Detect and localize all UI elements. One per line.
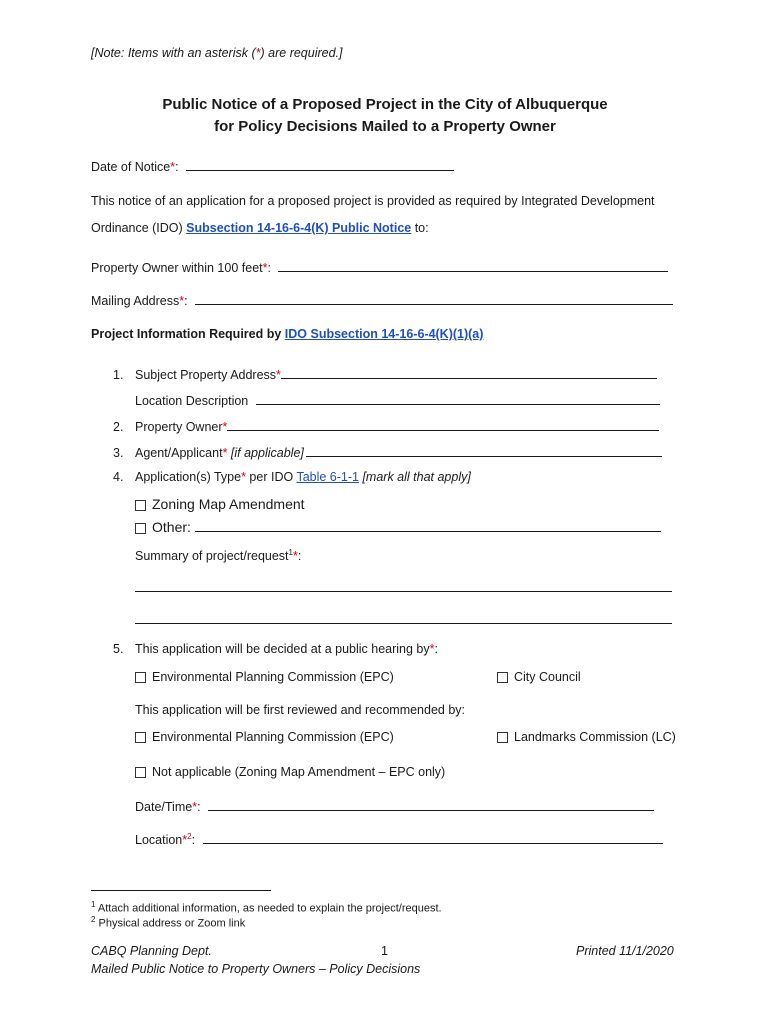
location-description-field[interactable]: Location Description [135, 392, 660, 408]
mailing-address-field[interactable]: Mailing Address*: [91, 292, 673, 308]
subject-property-address-blank[interactable] [281, 366, 657, 379]
required-note: [Note: Items with an asterisk (*) are required.] [91, 46, 343, 60]
decided-by-label: 5. This application will be decided at a public hearing by*: [113, 642, 438, 656]
date-of-notice-field[interactable]: Date of Notice*: [91, 158, 454, 174]
property-owner-100ft-blank[interactable] [278, 259, 668, 272]
zoning-map-amendment-option[interactable]: Zoning Map Amendment [135, 496, 305, 512]
property-owner-field[interactable]: 2. Property Owner* [113, 418, 659, 434]
document-title-line1: Public Notice of a Proposed Project in the City of Albuquerque [162, 96, 608, 113]
document-title-line2: for Policy Decisions Mailed to a Property Owner [214, 118, 556, 135]
subject-property-address-field[interactable]: 1. Subject Property Address* [113, 366, 657, 382]
summary-label: Summary of project/request$^1$*: [135, 548, 302, 564]
application-type-label: 4. Application(s) Type* per IDO Table 6-1-1 [mark all that apply] [113, 470, 471, 484]
footer-form-title: Mailed Public Notice to Property Owners – Policy Decisions [91, 962, 421, 976]
footer-printed-date: Printed 11/1/2020 [576, 944, 674, 958]
property-owner-100ft-field[interactable]: Property Owner within 100 feet*: [91, 259, 668, 275]
table-6-1-1-link[interactable]: Table 6-1-1 [296, 470, 359, 484]
landmarks-commission-option[interactable]: Landmarks Commission (LC) [497, 730, 676, 744]
intro-text-line1: This notice of an application for a proposed project is provided as required by Integrated Development [91, 194, 655, 208]
footnote-2: $^2$ Physical address or Zoom link [91, 915, 246, 930]
location-field[interactable]: Location*$^2$: [135, 831, 663, 847]
date-time-field[interactable]: Date/Time*: [135, 798, 654, 814]
mailing-address-blank[interactable] [195, 292, 673, 305]
other-option[interactable]: Other: [135, 519, 661, 535]
zoning-map-amendment-checkbox[interactable] [135, 500, 146, 511]
epc-review-option[interactable]: Environmental Planning Commission (EPC) [135, 730, 394, 744]
reviewed-by-label: This application will be first reviewed and recommended by: [135, 703, 466, 717]
ido-public-notice-link[interactable]: Subsection 14-16-6-4(K) Public Notice [186, 221, 412, 235]
epc-decision-checkbox[interactable] [135, 672, 146, 683]
date-of-notice-blank[interactable] [186, 158, 454, 171]
footer-dept: CABQ Planning Dept. [91, 944, 212, 958]
location-description-blank[interactable] [256, 392, 660, 405]
intro-text-line2: Ordinance (IDO) Subsection 14-16-6-4(K) Public Notice to: [91, 221, 429, 235]
city-council-checkbox[interactable] [497, 672, 508, 683]
footnote-divider [91, 890, 271, 891]
date-time-blank[interactable] [208, 798, 654, 811]
agent-applicant-field[interactable]: 3. Agent/Applicant* [if applicable] [113, 444, 662, 460]
summary-line-2[interactable] [135, 611, 672, 624]
not-applicable-checkbox[interactable] [135, 767, 146, 778]
landmarks-commission-checkbox[interactable] [497, 732, 508, 743]
agent-applicant-blank[interactable] [306, 444, 662, 457]
other-checkbox[interactable] [135, 523, 146, 534]
city-council-option[interactable]: City Council [497, 670, 581, 684]
footnote-1: $^1$ Attach additional information, as needed to explain the project/request. [91, 900, 442, 915]
epc-decision-option[interactable]: Environmental Planning Commission (EPC) [135, 670, 394, 684]
ido-subsection-link[interactable]: IDO Subsection 14-16-6-4(K)(1)(a) [284, 327, 484, 341]
summary-line-1[interactable] [135, 579, 672, 592]
project-info-heading: Project Information Required by IDO Subsection 14-16-6-4(K)(1)(a) [91, 327, 484, 341]
not-applicable-option[interactable]: Not applicable (Zoning Map Amendment – EPC only) [135, 765, 445, 779]
epc-review-checkbox[interactable] [135, 732, 146, 743]
page-number: 1 [381, 944, 388, 958]
location-blank[interactable] [203, 831, 663, 844]
other-blank[interactable] [195, 519, 661, 532]
property-owner-blank[interactable] [227, 418, 659, 431]
